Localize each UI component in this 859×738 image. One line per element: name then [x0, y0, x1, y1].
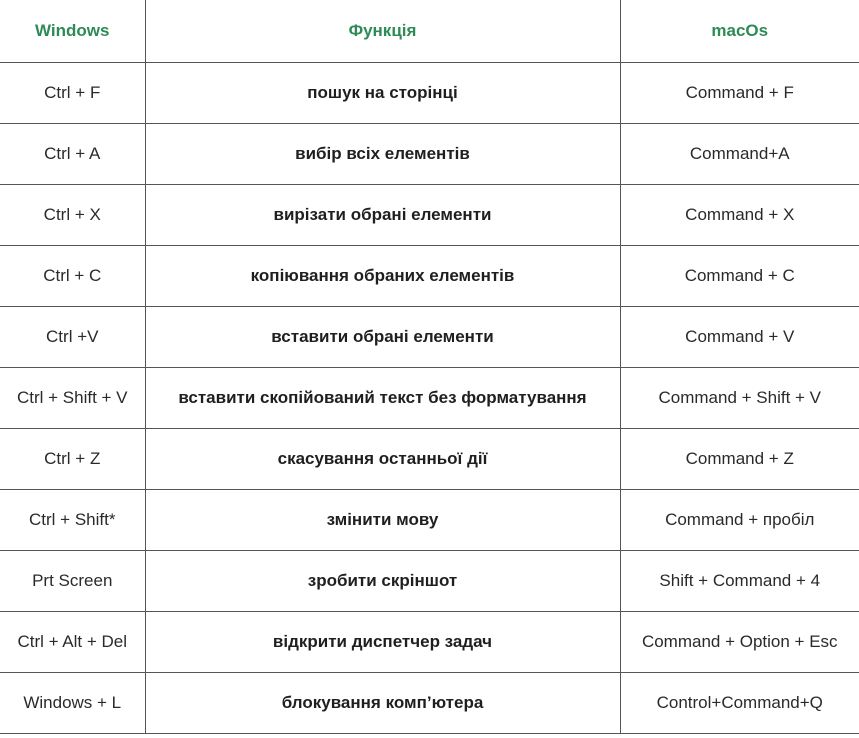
windows-shortcut: Ctrl + Shift + V	[0, 367, 145, 428]
header-function: Функція	[145, 0, 620, 62]
macos-shortcut: Command+A	[620, 123, 859, 184]
macos-shortcut: Command + Option + Esc	[620, 611, 859, 672]
windows-shortcut: Ctrl + C	[0, 245, 145, 306]
windows-shortcut: Prt Screen	[0, 550, 145, 611]
macos-shortcut: Command + Z	[620, 428, 859, 489]
table-row	[0, 367, 859, 428]
table-row	[0, 184, 859, 245]
windows-shortcut: Ctrl + Z	[0, 428, 145, 489]
table-row	[0, 672, 859, 733]
macos-shortcut: Shift + Command + 4	[620, 550, 859, 611]
table-row	[0, 489, 859, 550]
table-row	[0, 428, 859, 489]
function-description: вирізати обрані елементи	[145, 184, 620, 245]
table-row	[0, 245, 859, 306]
header-windows: Windows	[0, 0, 145, 62]
macos-shortcut: Command + Shift + V	[620, 367, 859, 428]
function-description: вибір всіх елементів	[145, 123, 620, 184]
function-description: вставити обрані елементи	[145, 306, 620, 367]
function-description: зробити скріншот	[145, 550, 620, 611]
table-row	[0, 123, 859, 184]
windows-shortcut: Ctrl + Shift*	[0, 489, 145, 550]
windows-shortcut: Ctrl + X	[0, 184, 145, 245]
table-row	[0, 62, 859, 123]
header-macos: macOs	[620, 0, 859, 62]
macos-shortcut: Command + F	[620, 62, 859, 123]
function-description: копіювання обраних елементів	[145, 245, 620, 306]
table-row	[0, 611, 859, 672]
function-description: пошук на сторінці	[145, 62, 620, 123]
function-description: змінити мову	[145, 489, 620, 550]
table-row	[0, 306, 859, 367]
function-description: блокування комп’ютера	[145, 672, 620, 733]
windows-shortcut: Ctrl +V	[0, 306, 145, 367]
table-header-row	[0, 0, 859, 62]
macos-shortcut: Command + X	[620, 184, 859, 245]
windows-shortcut: Ctrl + A	[0, 123, 145, 184]
windows-shortcut: Ctrl + F	[0, 62, 145, 123]
windows-shortcut: Ctrl + Alt + Del	[0, 611, 145, 672]
windows-shortcut: Windows + L	[0, 672, 145, 733]
macos-shortcut: Command + C	[620, 245, 859, 306]
function-description: відкрити диспетчер задач	[145, 611, 620, 672]
function-description: вставити скопійований текст без форматування	[145, 367, 620, 428]
table-row	[0, 550, 859, 611]
macos-shortcut: Command + пробіл	[620, 489, 859, 550]
macos-shortcut: Control+Command+Q	[620, 672, 859, 733]
function-description: скасування останньої дії	[145, 428, 620, 489]
macos-shortcut: Command + V	[620, 306, 859, 367]
